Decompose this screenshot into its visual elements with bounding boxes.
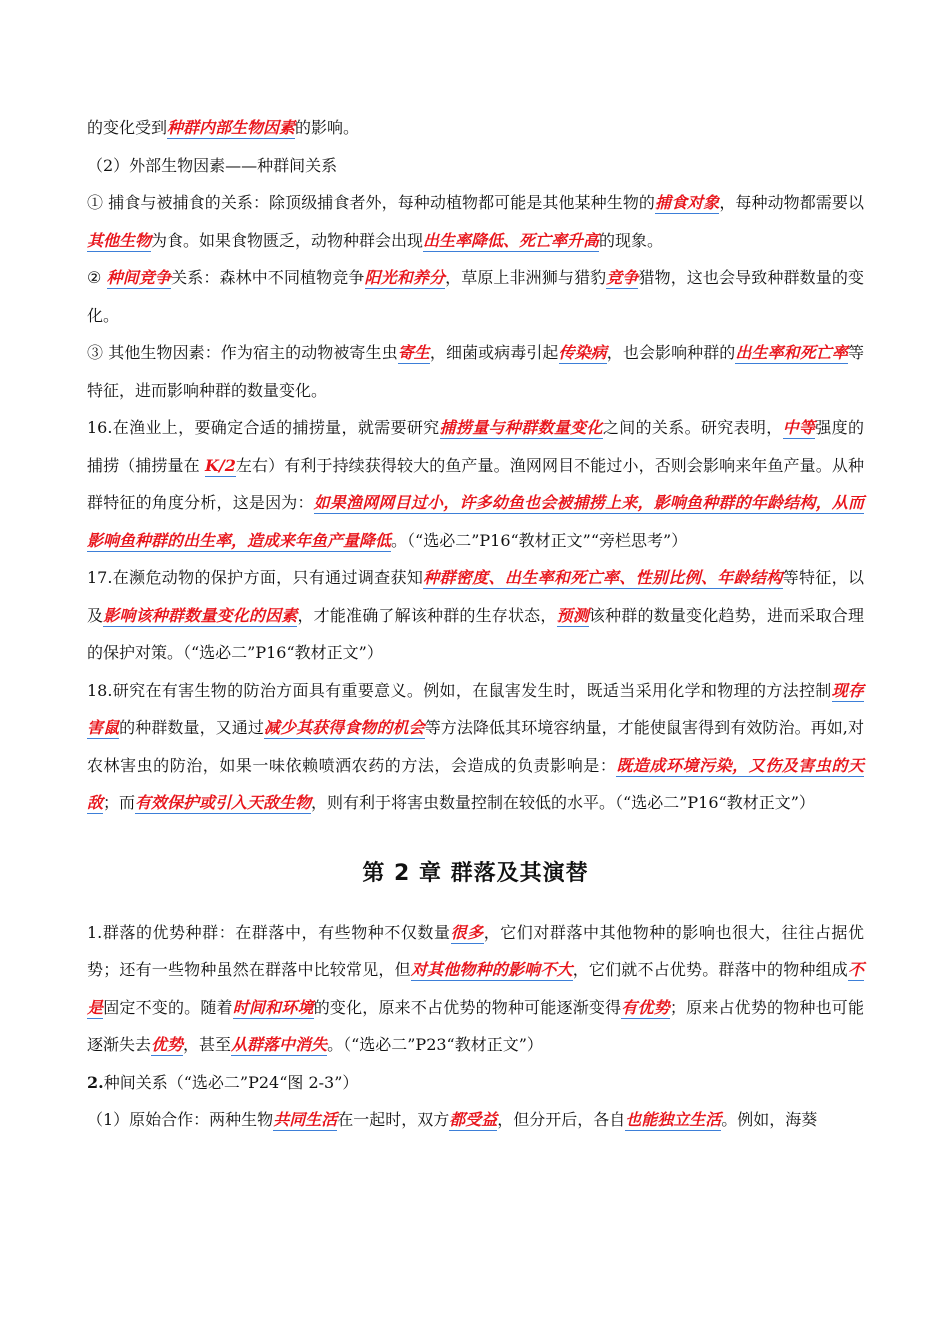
- answer-highlight: 阳光和养分: [364, 268, 446, 287]
- answer-highlight: K/2: [204, 455, 236, 475]
- body-text: ，也会影响种群的: [606, 343, 736, 362]
- body-text: ，但分开后，各自: [497, 1110, 626, 1129]
- answer-highlight: 捕食对象: [655, 193, 720, 212]
- body-text: 猎物，这也会导致种群数量的变化。: [87, 268, 864, 325]
- body-text: （1）原始合作：两种生物: [87, 1110, 274, 1129]
- answer-highlight: 预测: [556, 605, 589, 625]
- paragraph: [87, 914, 864, 1064]
- body-text: ，细菌或病毒引起: [429, 343, 559, 362]
- paragraph: [87, 1101, 864, 1139]
- paragraph: [87, 184, 864, 259]
- body-text: 的影响。: [295, 118, 360, 137]
- body-text: ②: [87, 268, 107, 287]
- paragraph: [87, 334, 864, 409]
- body-text: （2）外部生物因素——种群间关系: [87, 155, 338, 175]
- answer-highlight: 寄生: [397, 343, 430, 362]
- body-text: ① 捕食与被捕食的关系：除顶级捕食者外，每种动植物都可能是其他某种生物的: [87, 193, 655, 212]
- body-text: ③ 其他生物因素：作为宿主的动物被寄生虫: [87, 343, 398, 362]
- section-population-factors: [87, 109, 864, 822]
- body-text: 关系：森林中不同植物竞争: [171, 268, 365, 287]
- answer-highlight: 种群内部生物因素: [167, 118, 296, 137]
- body-text: 的变化受到: [87, 118, 168, 137]
- paragraph: [87, 147, 864, 185]
- body-text: 16.在渔业上，要确定合适的捕捞量，就需要研究: [87, 418, 440, 437]
- body-text: 该种群的数量变化趋势，进而采取合理的保护对策。（“选必二”P16“教材正文”）: [87, 605, 864, 662]
- answer-highlight: 出生率和死亡率: [735, 343, 848, 362]
- body-text: 等方法降低其环境容纳量，才能使鼠害得到有效防治。再如,对农林害虫的防治，如果一味依赖喷洒农药的方法，会造成的负责影响是：: [87, 718, 864, 775]
- bold-text: 2.: [87, 1072, 104, 1092]
- body-text: ；而: [103, 793, 136, 812]
- answer-highlight: 有效保护或引入天敌生物: [135, 793, 312, 812]
- body-text: 的变化，原来不占优势的物种可能逐渐变得: [313, 997, 622, 1017]
- body-text: 为食。如果食物匮乏，动物种群会出现: [151, 230, 424, 250]
- answer-highlight: 时间和环境: [232, 997, 314, 1017]
- body-text: 之间的关系。研究表明，: [602, 418, 783, 437]
- answer-highlight: 种间竞争: [106, 268, 172, 287]
- paragraph: [87, 409, 864, 559]
- answer-highlight: 对其他物种的影响不大: [410, 960, 573, 979]
- answer-highlight: 有优势: [621, 997, 670, 1017]
- section-community: [87, 914, 864, 1139]
- answer-highlight: 影响该种群数量变化的因素: [103, 605, 298, 625]
- body-text: ；原来占优势的物种也可能逐渐失去: [87, 997, 864, 1054]
- answer-highlight: 其他生物: [87, 230, 152, 250]
- body-text: 。（“选必二”P23“教材正文”）: [327, 1035, 543, 1054]
- body-text: ，才能准确了解该种群的生存状态，: [297, 605, 557, 625]
- body-text: ，每种动物都需要以: [719, 193, 864, 212]
- paragraph: [87, 1064, 864, 1102]
- answer-highlight: 既造成环境污染，又伤及害虫的天敌: [87, 755, 864, 812]
- answer-highlight: 也能独立生活: [625, 1110, 722, 1129]
- answer-highlight: 出生率降低、死亡率升高: [423, 230, 600, 250]
- body-text: 17.在濒危动物的保护方面，只有通过调查获知: [87, 568, 424, 587]
- body-text: 的种群数量，又通过: [119, 718, 264, 737]
- paragraph: [87, 559, 864, 672]
- answer-highlight: 捕捞量与种群数量变化: [439, 418, 603, 437]
- body-text: 18.研究在有害生物的防治方面具有重要意义。例如，在鼠害发生时，既适当采用化学和物理的方法控制: [87, 680, 832, 700]
- answer-highlight: 现存害鼠: [87, 680, 864, 737]
- body-text: 固定不变的。随着: [103, 997, 233, 1017]
- body-text: 。（“选必二”P16“教材正文”“旁栏思考”）: [391, 530, 688, 550]
- body-text: ，甚至: [183, 1035, 232, 1054]
- body-text: 左右）有利于持续获得较大的鱼产量。渔网网目不能过小，否则会影响来年鱼产量。从种群特征的角度分析，这是因为：: [87, 455, 864, 512]
- answer-highlight: 减少其获得食物的机会: [263, 718, 425, 737]
- body-text: ，它们就不占优势。群落中的物种组成: [572, 960, 848, 979]
- body-text: 等特征，进而影响种群的数量变化。: [87, 343, 864, 400]
- paragraph: [87, 259, 864, 334]
- paragraph: [87, 672, 864, 822]
- body-text: ，草原上非洲狮与猎豹: [445, 268, 607, 287]
- answer-highlight: 共同生活: [273, 1110, 338, 1129]
- answer-highlight: 不是: [87, 960, 864, 1017]
- body-text: 在一起时，双方: [337, 1110, 450, 1129]
- body-text: 。例如，海葵: [721, 1110, 818, 1129]
- paragraph: [87, 109, 864, 147]
- answer-highlight: 种群密度、出生率和死亡率、性别比例、年龄结构: [423, 568, 783, 587]
- body-text: 1.群落的优势种群：在群落中，有些物种不仅数量: [87, 922, 451, 942]
- answer-highlight: 优势: [151, 1035, 184, 1054]
- body-text: 种间关系（“选必二”P24“图 2-3”）: [103, 1072, 359, 1092]
- body-text: ，它们对群落中其他物种的影响也很大，往往占据优势；还有一些物种虽然在群落中比较常见，但: [87, 922, 864, 979]
- answer-highlight: 竞争: [606, 268, 639, 287]
- answer-highlight: 都受益: [449, 1110, 498, 1129]
- answer-highlight: 如果渔网网目过小，许多幼鱼也会被捕捞上来，影响鱼种群的年龄结构，从而影响鱼种群的出生率，造成来年鱼产量降低: [87, 493, 864, 550]
- answer-highlight: 中等: [782, 418, 816, 437]
- body-text: 强度的捕捞（捕捞量在: [87, 418, 864, 475]
- answer-highlight: 很多: [450, 922, 484, 942]
- body-text: 等特征，以及: [87, 568, 864, 625]
- chapter-title: 第 2 章 群落及其演替: [362, 860, 589, 886]
- body-text: ，则有利于将害虫数量控制在较低的水平。（“选必二”P16“教材正文”）: [311, 793, 815, 812]
- answer-highlight: 从群落中消失: [231, 1035, 328, 1054]
- body-text: 的现象。: [599, 230, 664, 250]
- answer-highlight: 传染病: [558, 343, 607, 362]
